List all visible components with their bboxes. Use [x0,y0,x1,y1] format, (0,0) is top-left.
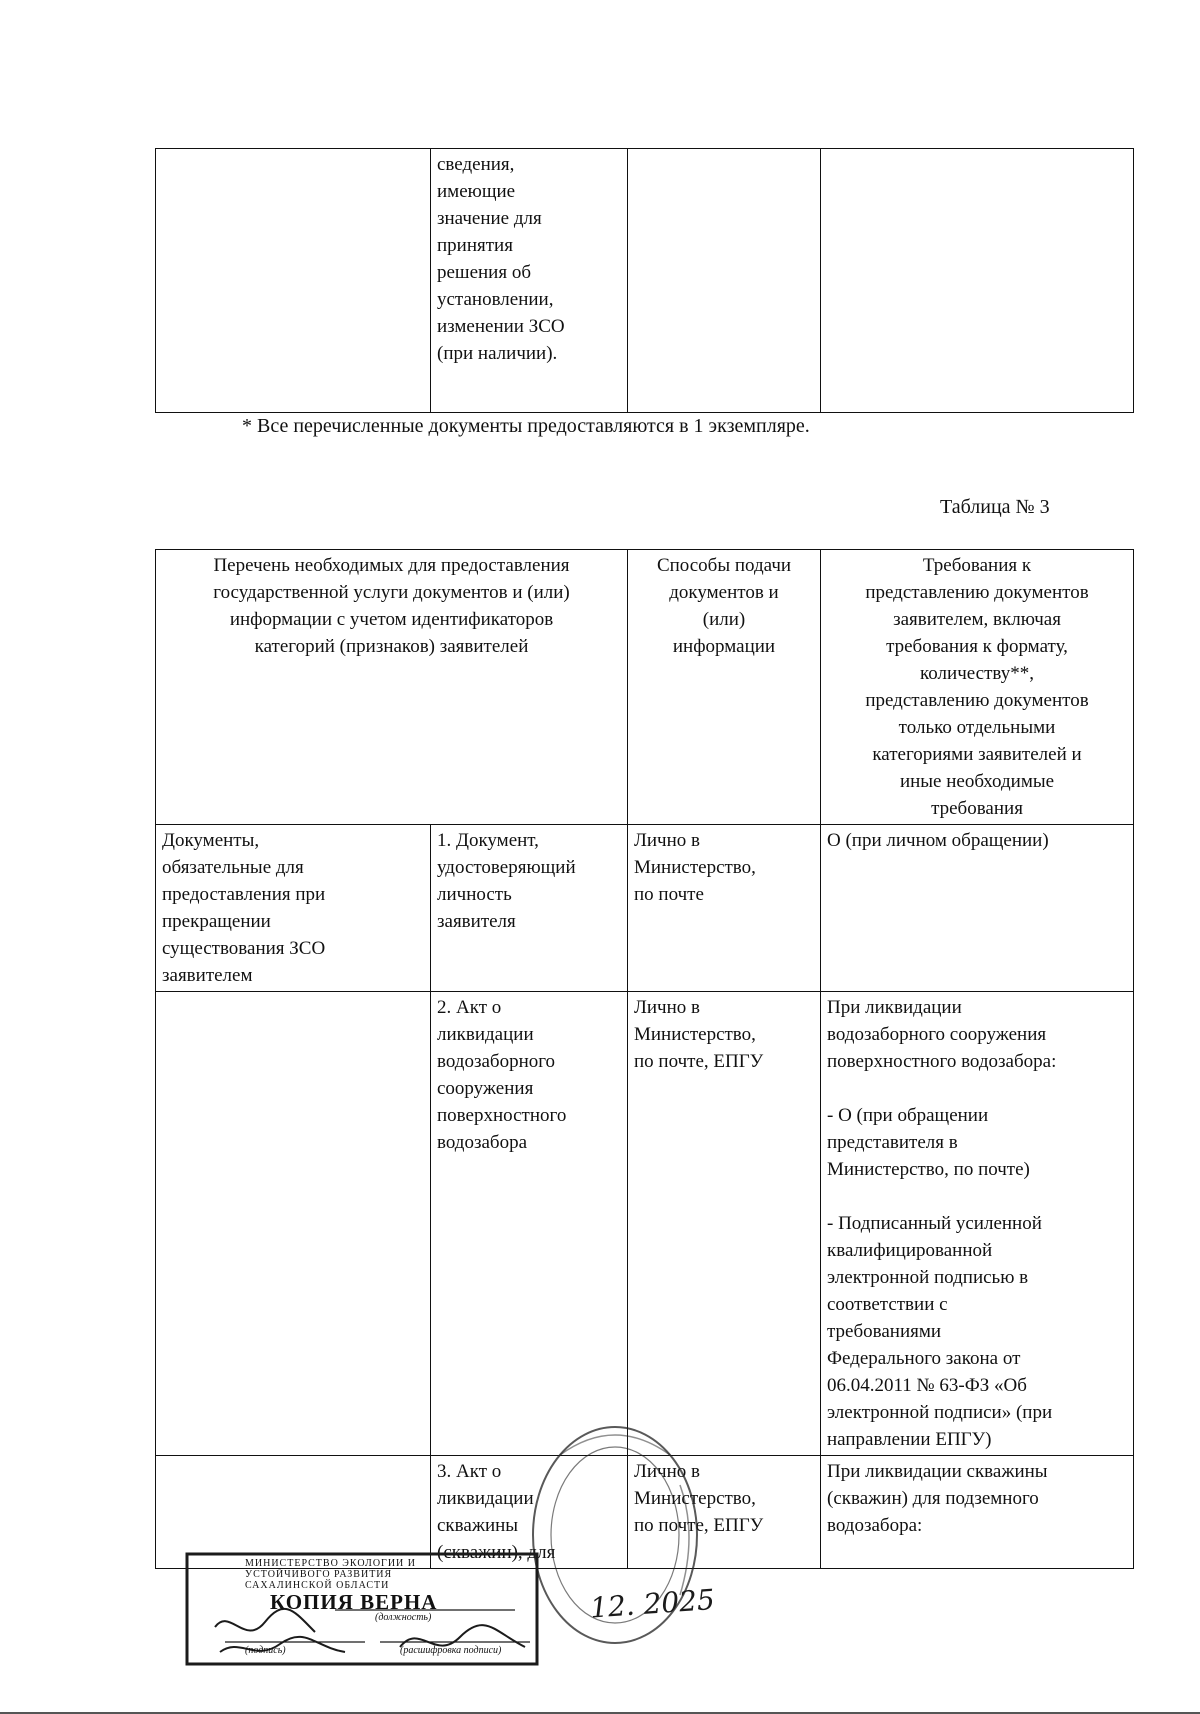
header-requirements: Требования к представлению документов заявителем, включая требования к формату, количеству**, представлению документов только отдельными категориями заявителей и иные необходимые требования [821,550,1134,825]
row-document: 1. Документ, удостоверяющий личность заявителя [431,825,628,992]
row-document: 2. Акт о ликвидации водозаборного сооружения поверхностного водозабора [431,992,628,1456]
stamp-signature-label: (подпись) [245,1645,286,1656]
row-category [156,992,431,1456]
table-header-row [156,550,1134,825]
table-row [156,992,1134,1456]
row-requirements: При ликвидации скважины (скважин) для подземного водозабора: [821,1456,1134,1569]
handwritten-date [589,1582,780,1655]
continuation-cell-empty-2 [628,149,821,413]
row-document: 3. Акт о ликвидации скважины (скважин), для [431,1456,628,1569]
table-row [156,825,1134,992]
row-requirements: При ликвидации водозаборного сооружения поверхностного водозабора: - О (при обращении представителя в Министерство, по почте) - Подписанный усиленной квалифицированной электронной подписью в соответствии с требованиями Федерального закона от 06.04.2011 № 63-ФЗ «Об электронной подписи» (при направлении ЕПГУ) [821,992,1134,1456]
row-requirements: О (при личном обращении) [821,825,1134,992]
table-caption: Таблица № 3 [940,496,1050,518]
row-methods: Лично в Министерство, по почте [628,825,821,992]
handwritten-date-text: 12. 2025 [589,1582,716,1625]
footnote: * Все перечисленные документы предоставляются в 1 экземпляре. [242,415,810,437]
copy-certification-stamp [185,1552,645,1667]
row-methods: Лично в Министерство, по почте, ЕПГУ [628,992,821,1456]
header-submission-methods: Способы подачи документов и (или) информации [628,550,821,825]
stamp-decoding-label: (расшифровка подписи) [400,1645,502,1656]
stamp-title: КОПИЯ ВЕРНА [270,1590,438,1614]
stamp-org-name: МИНИСТЕРСТВО ЭКОЛОГИИ И УСТОЙЧИВОГО РАЗВИТИЯ САХАЛИНСКОЙ ОБЛАСТИ [245,1558,416,1591]
continuation-cell-empty-3 [821,149,1134,413]
continuation-cell-text: сведения, имеющие значение для принятия решения об установлении, изменении ЗСО (при наличии). [431,149,628,413]
row-category: Документы, обязательные для предоставления при прекращении существования ЗСО заявителем [156,825,431,992]
row-methods: Лично в Министерство, по почте, ЕПГУ [628,1456,821,1569]
stamp-position-label: (должность) [375,1612,432,1623]
header-documents-list: Перечень необходимых для предоставления государственной услуги документов и (или) информации с учетом идентификаторов категорий (признаков) заявителей [156,550,628,825]
continuation-table [155,148,1134,413]
continuation-cell-empty-1 [156,149,431,413]
